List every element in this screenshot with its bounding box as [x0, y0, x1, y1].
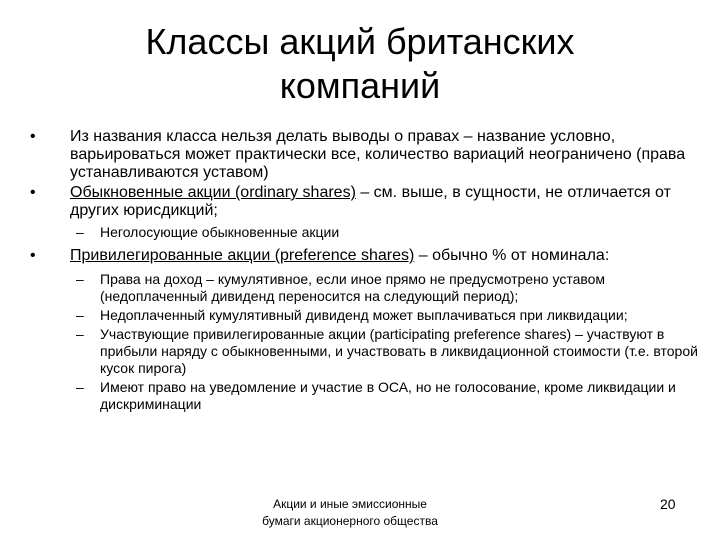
sub-bullet-item: [76, 379, 700, 413]
slide-title-line-1: Классы акций британских: [145, 21, 575, 62]
footer-line-1: Акции и иные эмиссионные: [273, 497, 427, 511]
preference-shares-link[interactable]: Привилегированные акции (preference shares): [70, 247, 415, 264]
sub-bullet-text: Имеют право на уведомление и участие в ОСА, но не голосование, кроме ликвидации и дискриминации: [100, 379, 676, 412]
sub-bullet-mark: –: [76, 307, 84, 323]
bullet-text: Из названия класса нельзя делать выводы о правах – название условно, варьироваться может практически все, количество вариаций неограничено (права устанавливаются уставом): [70, 128, 686, 181]
footer-line-2: бумаги акционерного общества: [262, 514, 438, 528]
slide-footer: [230, 496, 470, 530]
sub-bullet-item: [76, 326, 700, 377]
sub-bullet-text: Права на доход – кумулятивное, если иное прямо не предусмотрено уставом (недоплаченный дивиденд переносится на следующий период);: [100, 271, 606, 304]
bullet-item: [20, 128, 700, 182]
sub-bullet-text: Участвующие привилегированные акции (participating preference shares) – участвуют в прибыли наряду с обыкновенными, и участвовать в ликвидационной стоимости (т.е. второй кусок пирога): [100, 326, 698, 376]
sub-bullet-item: [76, 271, 700, 305]
bullet-mark: •: [30, 184, 36, 201]
sub-bullet-item: [76, 224, 700, 241]
sub-bullet-mark: –: [76, 271, 84, 287]
bullet-text-rest: – обычно % от номинала:: [414, 247, 610, 264]
sub-bullet-text: Недоплаченный кумулятивный дивиденд может выплачиваться при ликвидации;: [100, 307, 628, 323]
sub-bullet-mark: –: [76, 224, 84, 240]
bullet-mark: •: [30, 128, 36, 145]
bullet-item: [20, 247, 700, 265]
sub-bullet-item: [76, 307, 700, 324]
sub-bullet-mark: –: [76, 379, 84, 395]
page-number: 20: [660, 496, 676, 512]
ordinary-shares-link[interactable]: Обыкновенные акции (ordinary shares): [70, 184, 356, 201]
slide-title-line-2: компаний: [279, 65, 441, 106]
bullet-text: [70, 247, 700, 265]
slide-title: [60, 20, 660, 108]
bullet-mark: •: [30, 247, 36, 264]
sub-bullet-mark: –: [76, 326, 84, 342]
bullet-item: [20, 184, 700, 220]
sub-bullet-text: Неголосующие обыкновенные акции: [100, 224, 340, 240]
bullet-text: [70, 184, 700, 220]
bullet-text-rest: – см. выше, в сущности, не отличается от других юрисдикций;: [70, 184, 671, 219]
slide-content: [20, 128, 700, 413]
